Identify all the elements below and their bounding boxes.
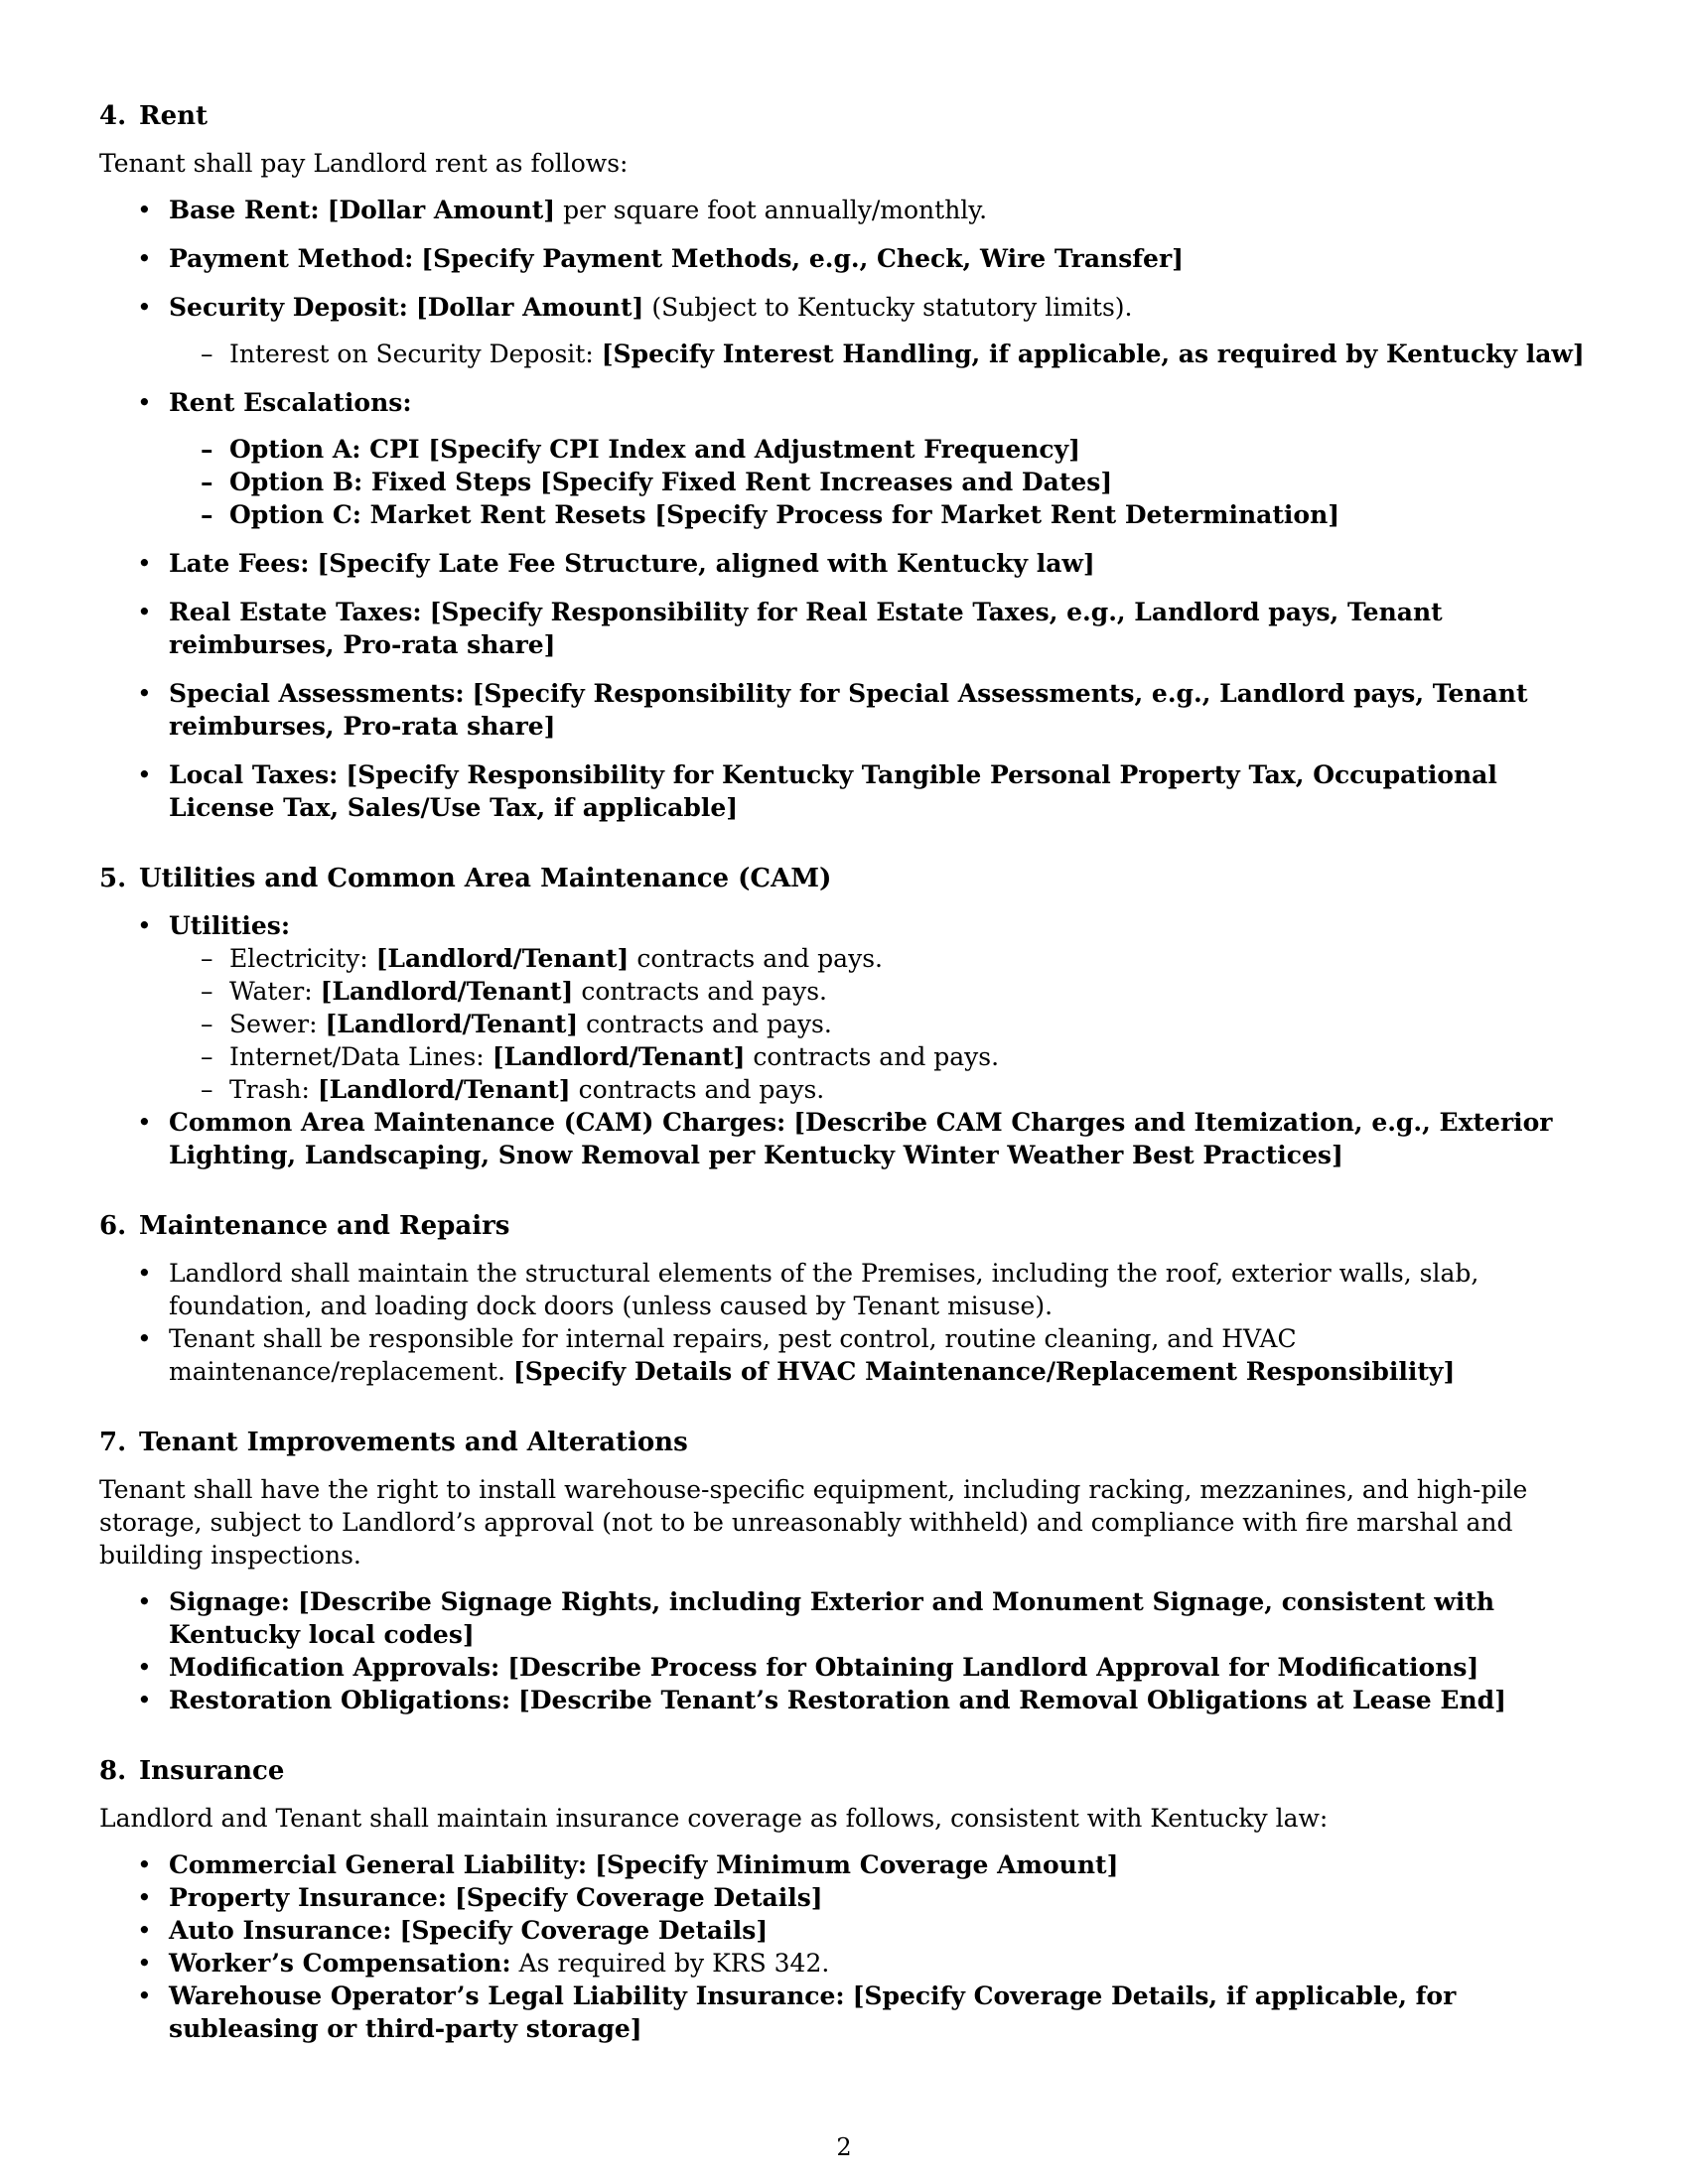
maintenance-list bbox=[99, 1257, 1595, 1388]
list-item-cgl: • Commercial General Liability: [Specify Minimum Coverage Amount] bbox=[99, 1848, 1595, 1881]
section-intro: Tenant shall pay Landlord rent as follows: bbox=[99, 149, 629, 178]
list-item-real-estate-taxes: • Real Estate Taxes: [Specify Responsibility for Real Estate Taxes, e.g., Landlord pays, Tenant reimburses, Pro-rata share] bbox=[99, 596, 1595, 661]
insurance-list bbox=[99, 1848, 1595, 2045]
section-heading: 4. Rent bbox=[99, 101, 209, 131]
security-deposit-sublist bbox=[169, 338, 1595, 370]
section-heading: 8. Insurance bbox=[99, 1756, 285, 1786]
list-item-rent-escalations: • Rent Escalations: – Option A: CPI [Specify CPI Index and Adjustment Frequency] – Option B: Fixed Steps [Specify Fixed Rent Increases and Dates] – Option C: Market Rent Resets [Specify Process for Market Rent Determination] bbox=[99, 386, 1595, 531]
document-page bbox=[99, 99, 1595, 2083]
list-item-auto-insurance: • Auto Insurance: [Specify Coverage Details] bbox=[99, 1914, 1595, 1947]
sub-item-option-b: – Option B: Fixed Steps [Specify Fixed Rent Increases and Dates] bbox=[169, 466, 1595, 498]
list-item-tenant-maintenance: • Tenant shall be responsible for internal repairs, pest control, routine cleaning, and HVAC maintenance/replacement. [Specify Details of HVAC Maintenance/Replacement Responsibility] bbox=[99, 1322, 1595, 1388]
section-heading: 7. Tenant Improvements and Alterations bbox=[99, 1428, 688, 1457]
utilities-sublist bbox=[169, 942, 1595, 1106]
list-item-utilities: • Utilities: – Electricity: [Landlord/Tenant] contracts and pays. – Water: [Landlord/Tenant] contracts and pays. – Sewer: [Landlord/Tenant] contracts and pays. – Internet/Data Lines: [Landlord/Tenant] contracts and pays. – Trash: [Landlord/Tenant] contracts and pays. bbox=[99, 909, 1595, 1106]
section-utilities bbox=[99, 862, 1595, 1171]
improvements-list bbox=[99, 1585, 1595, 1716]
list-item-local-taxes: • Local Taxes: [Specify Responsibility for Kentucky Tangible Personal Property Tax, Occupational License Tax, Sales/Use Tax, if applicable] bbox=[99, 758, 1595, 824]
list-item-cam-charges: • Common Area Maintenance (CAM) Charges: [Describe CAM Charges and Itemization, e.g., Exterior Lighting, Landscaping, Snow Removal per Kentucky Winter Weather Best Practices] bbox=[99, 1106, 1595, 1171]
sub-item-trash: – Trash: [Landlord/Tenant] contracts and pays. bbox=[169, 1073, 1595, 1106]
section-improvements bbox=[99, 1426, 1595, 1716]
list-item-property-insurance: • Property Insurance: [Specify Coverage Details] bbox=[99, 1881, 1595, 1914]
list-item-base-rent: • Base Rent: [Dollar Amount] per square foot annually/monthly. bbox=[99, 194, 1595, 226]
page-number: 2 bbox=[836, 2133, 852, 2161]
list-item-security-deposit: • Security Deposit: [Dollar Amount] (Subject to Kentucky statutory limits). – Interest on Security Deposit: [Specify Interest Handling, if applicable, as required by Kentucky law] bbox=[99, 291, 1595, 370]
list-item-late-fees: • Late Fees: [Specify Late Fee Structure, aligned with Kentucky law] bbox=[99, 547, 1595, 580]
section-heading: 5. Utilities and Common Area Maintenance (CAM) bbox=[99, 864, 832, 893]
sub-item-interest: – Interest on Security Deposit: [Specify Interest Handling, if applicable, as required by Kentucky law] bbox=[169, 338, 1595, 370]
escalation-options-list bbox=[169, 433, 1595, 531]
section-insurance bbox=[99, 1754, 1595, 2045]
sub-item-option-a: – Option A: CPI [Specify CPI Index and Adjustment Frequency] bbox=[169, 433, 1595, 466]
list-item-warehouse-liability: • Warehouse Operator’s Legal Liability Insurance: [Specify Coverage Details, if applicable, for subleasing or third-party storage] bbox=[99, 1979, 1595, 2045]
section-intro: Landlord and Tenant shall maintain insurance coverage as follows, consistent with Kentucky law: bbox=[99, 1804, 1329, 1833]
section-maintenance bbox=[99, 1209, 1595, 1388]
rent-terms-list bbox=[99, 194, 1595, 824]
list-item-signage: • Signage: [Describe Signage Rights, including Exterior and Monument Signage, consistent with Kentucky local codes] bbox=[99, 1585, 1595, 1651]
sub-item-electricity: – Electricity: [Landlord/Tenant] contracts and pays. bbox=[169, 942, 1595, 975]
list-item-restoration-obligations: • Restoration Obligations: [Describe Tenant’s Restoration and Removal Obligations at Lease End] bbox=[99, 1684, 1595, 1716]
list-item-landlord-maintenance: • Landlord shall maintain the structural elements of the Premises, including the roof, exterior walls, slab, foundation, and loading dock doors (unless caused by Tenant misuse). bbox=[99, 1257, 1595, 1322]
utilities-list bbox=[99, 909, 1595, 1171]
sub-item-internet: – Internet/Data Lines: [Landlord/Tenant] contracts and pays. bbox=[169, 1040, 1595, 1073]
list-item-special-assessments: • Special Assessments: [Specify Responsibility for Special Assessments, e.g., Landlord pays, Tenant reimburses, Pro-rata share] bbox=[99, 677, 1595, 743]
list-item-workers-comp: • Worker’s Compensation: As required by KRS 342. bbox=[99, 1947, 1595, 1979]
section-heading: 6. Maintenance and Repairs bbox=[99, 1211, 510, 1241]
list-item-payment-method: • Payment Method: [Specify Payment Methods, e.g., Check, Wire Transfer] bbox=[99, 242, 1595, 275]
section-rent bbox=[99, 99, 1595, 824]
list-item-modification-approvals: • Modification Approvals: [Describe Process for Obtaining Landlord Approval for Modifications] bbox=[99, 1651, 1595, 1684]
section-intro: Tenant shall have the right to install warehouse-specific equipment, including racking, mezzanines, and high-pile storage, subject to Landlord’s approval (not to be unreasonably withheld) and compliance with fire marshal and building inspections. bbox=[99, 1475, 1528, 1570]
sub-item-option-c: – Option C: Market Rent Resets [Specify Process for Market Rent Determination] bbox=[169, 498, 1595, 531]
sub-item-sewer: – Sewer: [Landlord/Tenant] contracts and pays. bbox=[169, 1008, 1595, 1040]
sub-item-water: – Water: [Landlord/Tenant] contracts and pays. bbox=[169, 975, 1595, 1008]
